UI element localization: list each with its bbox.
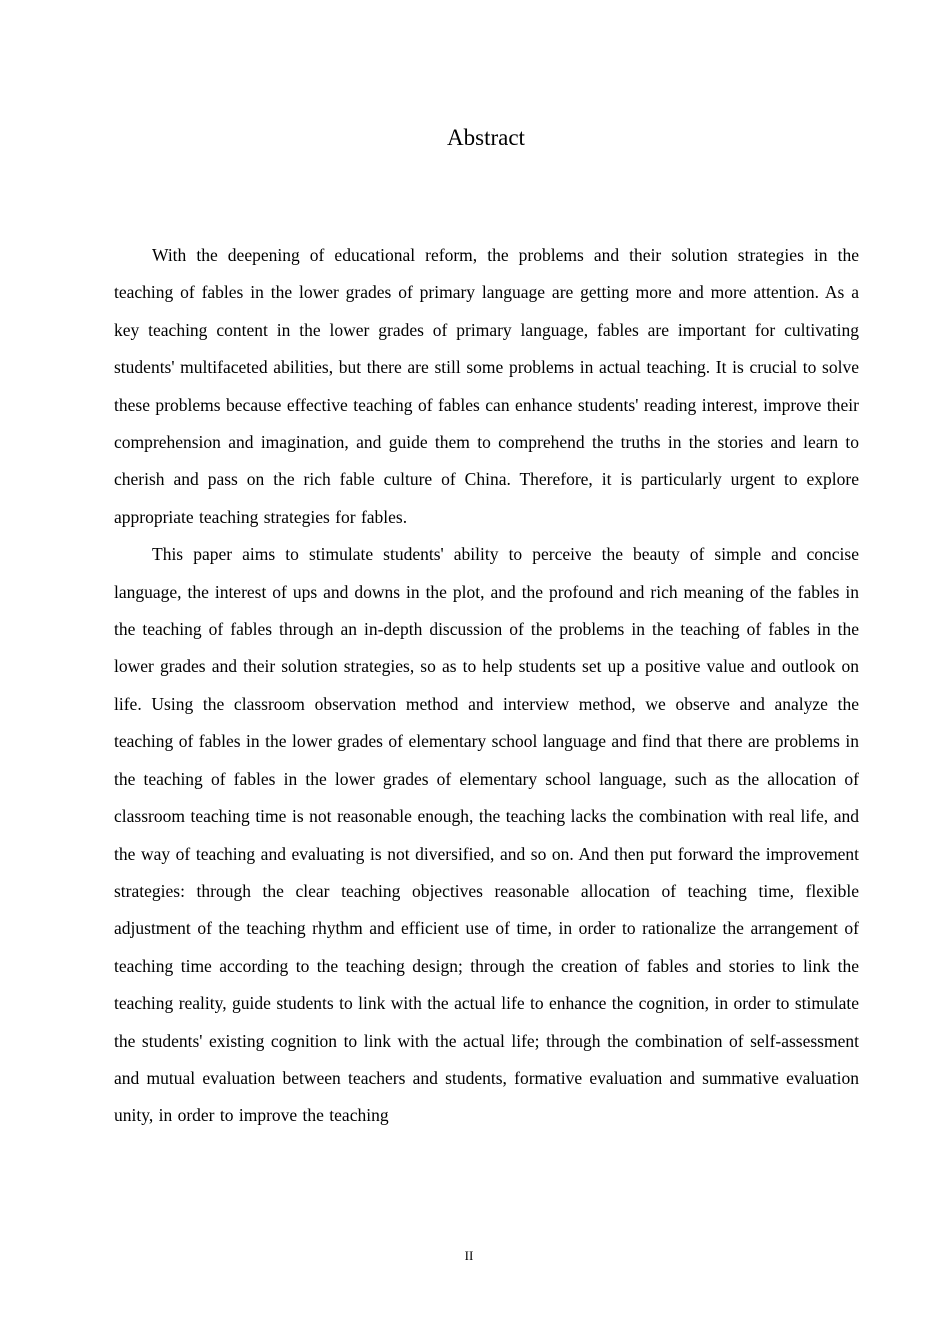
abstract-paragraph-1: With the deepening of educational reform, the problems and their solution strategies in the teaching of fables in the lower grades of primary language are getting more and more attention. As a key teaching content in the lower grades of primary language, fables are important for cultivating students' multifaceted abilities, but there are still some problems in actual teaching. It is crucial to solve these problems because effective teaching of fables can enhance students' reading interest, improve their comprehension and imagination, and guide them to comprehend the truths in the stories and learn to cherish and pass on the rich fable culture of China. Therefore, it is particularly urgent to explore appropriate teaching strategies for fables. [114, 245, 859, 527]
page-number: II [464, 1248, 474, 1263]
page-title: Abstract [447, 125, 525, 150]
abstract-paragraph-2: This paper aims to stimulate students' ability to perceive the beauty of simple and concise language, the interest of ups and downs in the plot, and the profound and rich meaning of the fables in the teaching of fables through an in-depth discussion of the problems in the teaching of fables in the lower grades and their solution strategies, so as to help students set up a positive value and outlook on life. Using the classroom observation method and interview method, we observe and analyze the teaching of fables in the lower grades of elementary school language and find that there are problems in the teaching of fables in the lower grades of elementary school language, such as the allocation of classroom teaching time is not reasonable enough, the teaching lacks the combination with real life, and the way of teaching and evaluating is not diversified, and so on. And then put forward the improvement strategies: through the clear teaching objectives reasonable allocation of teaching time, flexible adjustment of the teaching rhythm and efficient use of time, in order to rationalize the arrangement of teaching time according to the teaching design; through the creation of fables and stories to link the teaching reality, guide students to link with the actual life to enhance the cognition, in order to stimulate the students' existing cognition to link with the actual life; through the combination of self-assessment and mutual evaluation between teachers and students, formative evaluation and summative evaluation unity, in order to improve the teaching [114, 544, 859, 1126]
abstract-body [114, 237, 859, 1135]
